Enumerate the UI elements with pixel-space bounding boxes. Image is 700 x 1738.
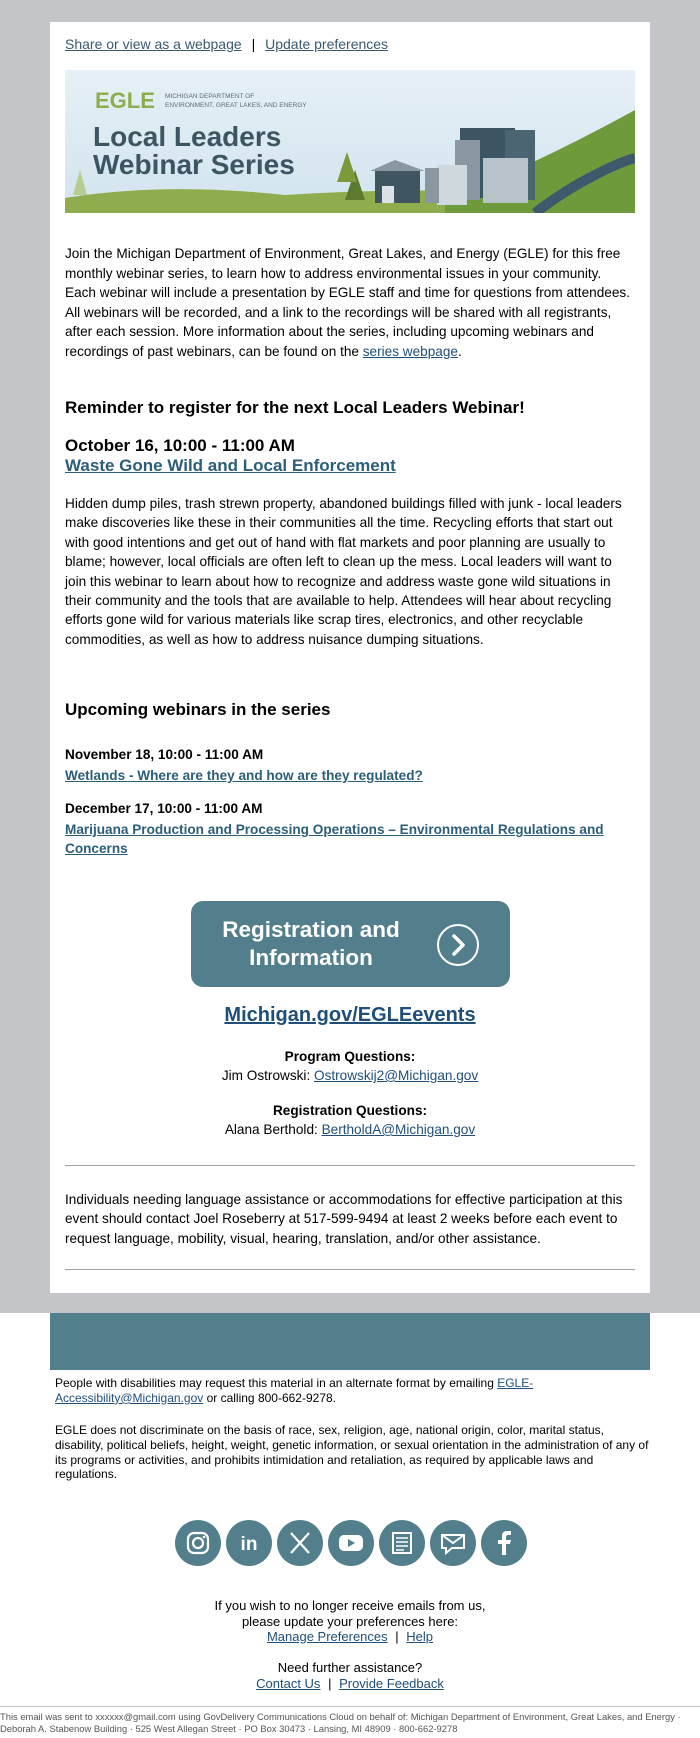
program-questions-name: Jim Ostrowski:: [221, 1068, 314, 1083]
program-questions-contact: [50, 1068, 650, 1083]
registration-questions-contact: [50, 1122, 650, 1137]
contact-us-link[interactable]: Contact Us: [256, 1675, 321, 1691]
provide-feedback-link[interactable]: Provide Feedback: [339, 1675, 444, 1691]
registration-button-line-1: Registration and: [222, 917, 400, 942]
registration-questions-email[interactable]: BertholdA@Michigan.gov: [321, 1122, 476, 1137]
x-icon[interactable]: [277, 1520, 323, 1566]
upcoming-title-2: [65, 821, 635, 858]
banner-title-line-2: Webinar Series: [93, 149, 295, 180]
legal-footer: This email was sent to xxxxxx@gmail.com using GovDelivery Communications Cloud on behalf of: Michigan Department of Environment, Great Lakes, and Energy · Deborah A. Stabenow Building · 525 West Allegan Street · PO Box 30473 · Lansing, MI 48909 · 800-662-9278: [0, 1706, 700, 1734]
alt-format-post: or calling 800-662-9278.: [203, 1390, 337, 1405]
upcoming-link-2[interactable]: Marijuana Production and Processing Operations – Environmental Regulations and Concerns: [65, 822, 604, 856]
registration-button-label: [211, 916, 411, 972]
banner-illustration: [65, 70, 635, 213]
email-icon[interactable]: [430, 1520, 476, 1566]
unsubscribe-line-1: If you wish to no longer receive emails from us,: [214, 1598, 486, 1613]
preferences-separator: |: [395, 1629, 399, 1644]
svg-text:in: in: [240, 1534, 258, 1555]
registration-questions: [50, 1103, 650, 1137]
chevron-right-icon: [437, 924, 479, 966]
egle-logo: EGLE: [95, 88, 155, 113]
registration-questions-label: Registration Questions:: [272, 1103, 428, 1118]
help-link[interactable]: Help: [406, 1629, 434, 1644]
youtube-icon[interactable]: [328, 1520, 374, 1566]
webinar-date: October 16, 10:00 - 11:00 AM: [65, 436, 295, 455]
registration-button-line-2: Information: [249, 945, 373, 970]
assistance-separator: |: [328, 1675, 332, 1691]
reminder-heading: Reminder to register for the next Local Leaders Webinar!: [65, 398, 525, 417]
alt-format-pre: People with disabilities may request this material in an alternate format by emailing: [55, 1376, 498, 1390]
alt-format-notice: [55, 1376, 650, 1406]
intro-end: .: [457, 343, 462, 359]
preferences-links: [0, 1629, 700, 1645]
program-questions: [50, 1049, 650, 1083]
webinar-description: Hidden dump piles, trash strewn property, abandoned buildings filled with junk - local leaders make discoveries like these in their communities all the time. Recycling efforts that start out with good intentions and get out of hand with flat markets and poor planning are usually to blame; however, local officials are often left to clean up the mess. Local leaders will want to join this webinar to learn about how to recognize and address waste gone wild situations in their community and the tools that are available to help. Attendees will hear about recycling efforts gone wild for various materials like scrap tires, electronics, and other recyclable commodities, as well as how to address nuisance dumping situations.: [65, 496, 622, 647]
update-preferences-link[interactable]: Update preferences: [265, 36, 389, 52]
footer-band: [50, 1313, 650, 1370]
dept-line-1: MICHIGAN DEPARTMENT OF: [165, 93, 255, 100]
facebook-icon[interactable]: [481, 1520, 527, 1566]
program-questions-label: Program Questions:: [284, 1049, 416, 1064]
newsletter-icon[interactable]: [379, 1520, 425, 1566]
unsubscribe-line-2: please update your preferences here:: [241, 1613, 459, 1629]
assistance-block: [0, 1660, 700, 1691]
divider-2: [65, 1269, 635, 1270]
banner-title-line-1: Local Leaders: [93, 121, 282, 152]
intro-text: Join the Michigan Department of Environment, Great Lakes, and Energy (EGLE) for this free monthly webinar series, to learn how to address environmental issues in your community. Each webinar will include a presentation by EGLE staff and time for questions from attendees. All webinars will be recorded, and a link to the recordings will be shared with all registrants, after each session. More information about the series, including upcoming webinars and recordings of past webinars, can be found on the: [65, 246, 630, 359]
series-webpage-link[interactable]: series webpage: [362, 343, 458, 359]
webinar-title-link[interactable]: Waste Gone Wild and Local Enforcement: [65, 456, 396, 475]
instagram-icon[interactable]: [175, 1520, 221, 1566]
top-links: [65, 36, 635, 52]
linkedin-icon[interactable]: [226, 1520, 272, 1566]
nondiscrimination-notice: EGLE does not discriminate on the basis of race, sex, religion, age, national origin, color, marital status, disability, political beliefs, height, weight, genetic information, or sexual orientation in the administration of any of its programs or activities, and prohibits intimidation and retaliation, as required by applicable laws and regulations.: [55, 1423, 649, 1482]
unsubscribe-block: [0, 1598, 700, 1645]
upcoming-heading: Upcoming webinars in the series: [65, 700, 331, 719]
intro-paragraph: [65, 244, 635, 362]
events-link-wrap: [50, 1004, 650, 1027]
banner-image: [65, 70, 635, 213]
email-card: [50, 22, 650, 1293]
assistance-links: [0, 1676, 700, 1692]
accommodation-notice: Individuals needing language assistance or accommodations for effective participation at this event should contact Joel Roseberry at 517-599-9494 at least 2 weeks before each event to request language, mobility, visual, hearing, translation, and/or other assistance.: [65, 1192, 623, 1246]
upcoming-date-1: November 18, 10:00 - 11:00 AM: [65, 747, 264, 762]
registration-questions-name: Alana Berthold:: [224, 1122, 322, 1137]
assistance-text: Need further assistance?: [277, 1660, 423, 1675]
upcoming-title-1: [65, 767, 635, 786]
manage-preferences-link[interactable]: Manage Preferences: [266, 1629, 388, 1644]
upcoming-date-2: December 17, 10:00 - 11:00 AM: [65, 801, 263, 816]
registration-button[interactable]: [191, 901, 510, 987]
egle-events-link[interactable]: Michigan.gov/EGLEevents: [224, 1004, 476, 1026]
dept-line-2: ENVIRONMENT, GREAT LAKES, AND ENERGY: [165, 102, 307, 109]
divider-1: [65, 1165, 635, 1166]
accessibility-email-link[interactable]: EGLE-Accessibility@Michigan.gov: [55, 1376, 534, 1405]
share-webpage-link[interactable]: Share or view as a webpage: [65, 36, 242, 52]
program-questions-email[interactable]: Ostrowskij2@Michigan.gov: [314, 1068, 479, 1083]
top-links-separator: |: [251, 36, 256, 52]
upcoming-link-1[interactable]: Wetlands - Where are they and how are they regulated?: [65, 768, 423, 783]
webinar-title: [65, 456, 635, 476]
